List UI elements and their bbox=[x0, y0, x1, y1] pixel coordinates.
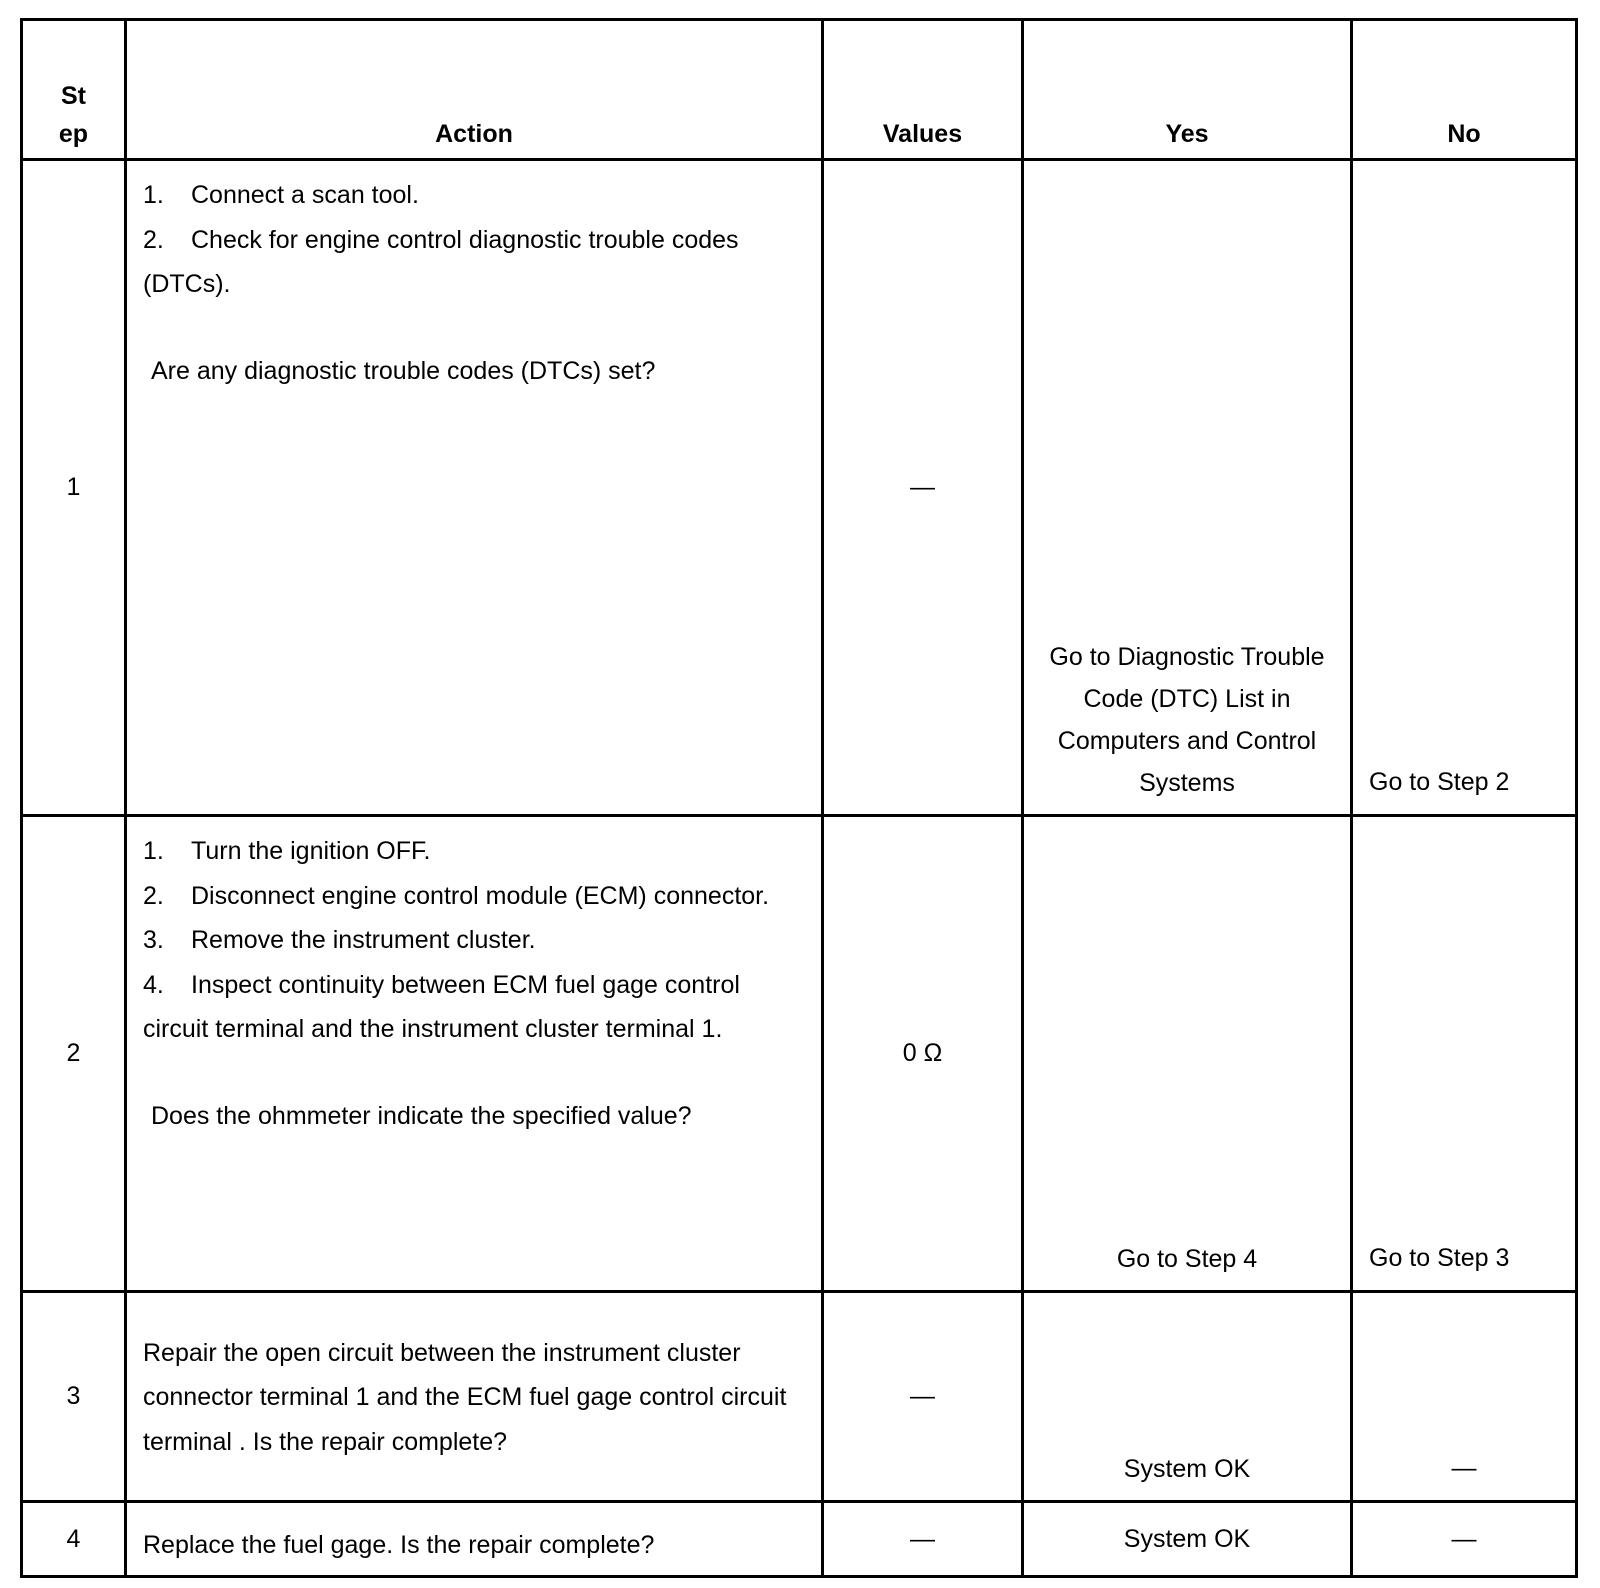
yes-text: System OK bbox=[1123, 1525, 1251, 1553]
action-item-text: Disconnect engine control module (ECM) connector. bbox=[191, 881, 770, 910]
header-values: Values bbox=[823, 20, 1023, 160]
values-cell: — bbox=[823, 160, 1023, 816]
step-number: 3 bbox=[22, 1292, 126, 1502]
yes-cell bbox=[1023, 160, 1352, 816]
action-item bbox=[143, 874, 805, 919]
action-question: Are any diagnostic trouble codes (DTCs) set? bbox=[151, 356, 656, 385]
yes-text: Go to Diagnostic Trouble Code (DTC) List in Computers and Control Systems bbox=[1049, 643, 1325, 797]
action-item bbox=[143, 918, 805, 963]
table-row bbox=[22, 1292, 1577, 1502]
action-cell bbox=[126, 160, 823, 816]
action-item bbox=[143, 829, 805, 874]
table-row bbox=[22, 1502, 1577, 1577]
action-item bbox=[143, 218, 805, 307]
no-cell: — bbox=[1352, 1292, 1577, 1502]
action-item-text: Turn the ignition OFF. bbox=[191, 837, 431, 865]
no-cell: Go to Step 3 bbox=[1352, 816, 1577, 1292]
action-item-text: Check for engine control diagnostic trouble codes (DTCs). bbox=[143, 225, 739, 298]
header-row bbox=[22, 20, 1577, 160]
header-no: No bbox=[1352, 20, 1577, 160]
table-row bbox=[22, 160, 1577, 816]
step-number: 4 bbox=[22, 1502, 126, 1577]
action-item bbox=[143, 173, 805, 218]
yes-text: Go to Step 4 bbox=[1116, 1245, 1258, 1273]
action-item-number: 2. bbox=[143, 881, 164, 910]
action-question: Does the ohmmeter indicate the specified value? bbox=[151, 1101, 692, 1130]
action-cell: Repair the open circuit between the instrument cluster connector terminal 1 and the ECM fuel gage control circuit terminal . Is the repair complete? bbox=[126, 1292, 823, 1502]
values-cell: 0 Ω bbox=[823, 816, 1023, 1292]
action-cell bbox=[126, 816, 823, 1292]
header-step-line2: ep bbox=[58, 120, 89, 149]
step-number: 1 bbox=[22, 160, 126, 816]
action-item-text: Connect a scan tool. bbox=[191, 181, 419, 209]
yes-cell bbox=[1023, 1502, 1352, 1577]
no-cell: — bbox=[1352, 1502, 1577, 1577]
header-step bbox=[22, 20, 126, 160]
diagnostic-table bbox=[20, 18, 1578, 1578]
yes-text: System OK bbox=[1123, 1455, 1251, 1483]
action-item-number: 1. bbox=[143, 181, 164, 209]
action-item-text: Inspect continuity between ECM fuel gage control circuit terminal and the instrument cluster terminal 1. bbox=[143, 970, 740, 1043]
yes-cell bbox=[1023, 1292, 1352, 1502]
header-step-line1: St bbox=[61, 81, 86, 110]
action-item-number: 3. bbox=[143, 926, 164, 954]
action-item-number: 2. bbox=[143, 225, 164, 254]
yes-cell bbox=[1023, 816, 1352, 1292]
header-action: Action bbox=[126, 20, 823, 160]
action-item-number: 1. bbox=[143, 837, 164, 865]
values-cell: — bbox=[823, 1292, 1023, 1502]
action-cell: Replace the fuel gage. Is the repair complete? bbox=[126, 1502, 823, 1577]
no-cell: Go to Step 2 bbox=[1352, 160, 1577, 816]
action-item bbox=[143, 963, 805, 1052]
action-item-text: Remove the instrument cluster. bbox=[191, 926, 536, 954]
step-number: 2 bbox=[22, 816, 126, 1292]
header-yes: Yes bbox=[1023, 20, 1352, 160]
values-cell: — bbox=[823, 1502, 1023, 1577]
table-row bbox=[22, 816, 1577, 1292]
action-item-number: 4. bbox=[143, 970, 164, 999]
